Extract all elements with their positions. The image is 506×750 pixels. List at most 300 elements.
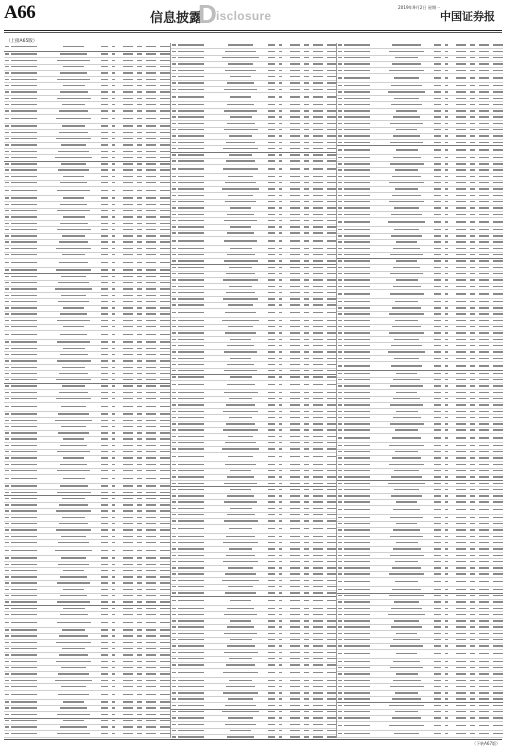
text-placeholder	[123, 163, 133, 164]
table-cell	[278, 528, 285, 531]
table-cell	[489, 69, 503, 72]
table-cell	[118, 635, 133, 638]
table-cell	[11, 354, 47, 357]
text-placeholder	[290, 96, 300, 97]
table-cell	[47, 654, 101, 657]
table-cell	[156, 470, 170, 473]
table-cell	[118, 641, 133, 644]
table-cell	[214, 332, 268, 335]
text-placeholder	[172, 326, 176, 327]
table-cell	[142, 529, 156, 532]
table-cell	[171, 398, 178, 401]
table-cell	[285, 514, 300, 517]
table-cell	[100, 621, 111, 624]
table-cell	[285, 298, 300, 301]
table-cell	[171, 704, 178, 707]
table-cell	[451, 57, 466, 60]
table-cell	[4, 457, 11, 460]
table-cell	[11, 463, 47, 466]
text-placeholder	[59, 262, 89, 263]
table-cell	[142, 563, 156, 566]
text-placeholder	[268, 168, 275, 169]
table-cell	[111, 432, 118, 435]
text-placeholder	[11, 542, 37, 543]
table-cell	[11, 720, 47, 723]
text-placeholder	[313, 423, 322, 424]
text-placeholder	[57, 60, 89, 61]
table-cell	[323, 96, 337, 99]
text-placeholder	[290, 705, 300, 706]
text-placeholder	[172, 586, 176, 587]
text-placeholder	[11, 629, 37, 630]
text-placeholder	[225, 201, 256, 202]
text-placeholder	[101, 510, 108, 511]
text-placeholder	[228, 698, 253, 699]
text-placeholder	[5, 392, 9, 393]
table-cell	[100, 241, 111, 244]
table-cell	[142, 144, 156, 147]
text-placeholder	[160, 726, 169, 727]
text-placeholder	[59, 241, 88, 242]
table-cell	[118, 523, 133, 526]
table-cell	[118, 85, 133, 88]
text-placeholder	[123, 701, 133, 702]
text-placeholder	[290, 345, 300, 346]
table-cell	[309, 632, 323, 635]
table-cell	[309, 600, 323, 603]
table-cell	[156, 241, 170, 244]
table-cell	[4, 229, 11, 232]
table-cell	[214, 273, 268, 276]
table-cell	[323, 463, 337, 466]
text-placeholder	[470, 70, 475, 71]
text-placeholder	[290, 195, 300, 196]
table-cell	[171, 579, 178, 582]
text-placeholder	[11, 66, 37, 67]
text-placeholder	[224, 240, 257, 241]
table-cell	[178, 188, 214, 191]
table-cell	[133, 726, 142, 729]
table-cell	[214, 326, 268, 329]
table-cell	[285, 489, 300, 492]
table-cell	[156, 595, 170, 598]
text-placeholder	[172, 116, 176, 117]
text-placeholder	[313, 698, 322, 699]
text-placeholder	[137, 157, 142, 158]
table-cell	[267, 76, 278, 79]
table-cell	[156, 385, 170, 388]
table-cell	[178, 626, 214, 629]
table-cell	[214, 82, 268, 85]
table-cell	[214, 260, 268, 263]
table-cell	[4, 707, 11, 710]
text-placeholder	[392, 44, 421, 45]
text-placeholder	[229, 135, 252, 136]
text-placeholder	[313, 711, 322, 712]
text-placeholder	[123, 341, 133, 342]
text-placeholder	[5, 680, 9, 681]
text-placeholder	[389, 51, 424, 52]
text-placeholder	[137, 138, 142, 139]
text-placeholder	[304, 692, 309, 693]
text-placeholder	[5, 661, 9, 662]
table-cell	[323, 129, 337, 132]
text-placeholder	[279, 364, 282, 365]
text-placeholder	[5, 326, 9, 327]
table-cell	[285, 292, 300, 295]
text-placeholder	[60, 72, 87, 73]
table-cell	[133, 660, 142, 663]
table-cell	[278, 141, 285, 144]
text-placeholder	[268, 476, 275, 477]
text-placeholder	[172, 542, 176, 543]
table-cell	[156, 210, 170, 213]
table-cell	[142, 46, 156, 49]
text-placeholder	[5, 438, 9, 439]
text-placeholder	[5, 301, 9, 302]
table-cell	[178, 207, 214, 210]
text-placeholder	[11, 608, 37, 609]
text-placeholder	[137, 307, 142, 308]
text-placeholder	[290, 495, 300, 496]
table-cell	[47, 498, 101, 501]
table-cell	[278, 57, 285, 60]
text-placeholder	[172, 57, 176, 58]
table-cell	[156, 235, 170, 238]
table-cell	[111, 720, 118, 723]
text-placeholder	[146, 576, 155, 577]
text-placeholder	[389, 70, 425, 71]
table-cell	[300, 76, 309, 79]
table-cell	[133, 701, 142, 704]
text-placeholder	[172, 724, 176, 725]
text-placeholder	[172, 592, 176, 593]
table-cell	[156, 294, 170, 297]
table-cell	[111, 254, 118, 257]
text-placeholder	[268, 123, 275, 124]
table-cell	[47, 85, 101, 88]
text-placeholder	[101, 457, 108, 458]
text-placeholder	[178, 176, 204, 177]
table-cell	[300, 482, 309, 485]
text-placeholder	[101, 197, 108, 198]
text-placeholder	[313, 116, 322, 117]
table-cell	[100, 498, 111, 501]
text-placeholder	[227, 495, 254, 496]
table-cell	[214, 600, 268, 603]
text-placeholder	[146, 385, 155, 386]
text-placeholder	[226, 536, 255, 537]
text-placeholder	[101, 445, 108, 446]
text-placeholder	[230, 620, 251, 621]
table-cell	[171, 148, 178, 151]
table-cell	[214, 135, 268, 138]
table-cell	[323, 312, 337, 315]
table-cell	[285, 398, 300, 401]
text-placeholder	[223, 429, 259, 430]
table-cell	[323, 260, 337, 263]
table-cell	[475, 77, 489, 80]
table-cell	[278, 723, 285, 726]
table-cell	[133, 307, 142, 310]
table-cell	[278, 168, 285, 171]
table-cell	[111, 405, 118, 408]
text-placeholder	[101, 204, 108, 205]
text-placeholder	[224, 392, 258, 393]
table-cell	[156, 660, 170, 663]
text-placeholder	[146, 733, 155, 734]
text-placeholder	[178, 168, 204, 169]
text-placeholder	[225, 312, 256, 313]
table-cell	[133, 470, 142, 473]
text-placeholder	[279, 626, 282, 627]
table-cell	[171, 160, 178, 163]
table-cell	[214, 614, 268, 617]
text-placeholder	[279, 351, 282, 352]
table-cell	[47, 391, 101, 394]
text-placeholder	[172, 176, 176, 177]
table-cell	[100, 131, 111, 134]
text-placeholder	[160, 438, 169, 439]
text-placeholder	[290, 586, 300, 587]
text-placeholder	[11, 110, 37, 111]
table-cell	[380, 69, 434, 72]
text-placeholder	[268, 483, 275, 484]
table-cell	[323, 704, 337, 707]
text-placeholder	[304, 626, 309, 627]
text-placeholder	[290, 279, 300, 280]
table-cell	[300, 116, 309, 119]
text-placeholder	[268, 528, 275, 529]
text-placeholder	[268, 508, 275, 509]
text-placeholder	[279, 370, 282, 371]
text-placeholder	[178, 332, 204, 333]
text-placeholder	[160, 151, 169, 152]
text-placeholder	[101, 334, 108, 335]
table-cell	[278, 326, 285, 329]
table-cell	[100, 557, 111, 560]
text-placeholder	[123, 360, 133, 361]
text-placeholder	[178, 501, 204, 502]
text-placeholder	[146, 104, 155, 105]
text-placeholder	[146, 151, 155, 152]
table-cell	[133, 648, 142, 651]
table-cell	[171, 104, 178, 107]
table-cell	[47, 629, 101, 632]
text-placeholder	[63, 46, 83, 47]
text-placeholder	[101, 320, 108, 321]
text-placeholder	[5, 204, 9, 205]
text-placeholder	[268, 326, 275, 327]
table-cell	[133, 576, 142, 579]
text-placeholder	[112, 276, 115, 277]
text-placeholder	[229, 417, 253, 418]
text-placeholder	[137, 608, 142, 609]
table-cell	[214, 207, 268, 210]
table-cell	[11, 373, 47, 376]
table-cell	[142, 588, 156, 591]
text-placeholder	[178, 608, 204, 609]
text-placeholder	[55, 288, 92, 289]
table-cell	[142, 601, 156, 604]
table-cell	[337, 85, 344, 88]
section-title-cn: 信息披露	[150, 11, 203, 26]
table-cell	[214, 717, 268, 720]
table-cell	[344, 44, 380, 47]
table-cell	[111, 91, 118, 94]
table-cell	[214, 579, 268, 582]
text-placeholder	[290, 489, 300, 490]
table-cell	[133, 679, 142, 682]
text-placeholder	[11, 197, 37, 198]
text-placeholder	[56, 118, 91, 119]
issue-date: 2019年9月2日 星期一	[398, 5, 441, 10]
text-placeholder	[160, 432, 169, 433]
table-cell	[133, 110, 142, 113]
text-placeholder	[279, 470, 282, 471]
text-placeholder	[112, 235, 115, 236]
text-placeholder	[222, 188, 259, 189]
table-cell	[178, 614, 214, 617]
table-cell	[267, 535, 278, 538]
text-placeholder	[62, 125, 86, 126]
table-cell	[11, 510, 47, 513]
text-placeholder	[268, 82, 275, 83]
text-placeholder	[178, 304, 204, 305]
text-placeholder	[313, 89, 322, 90]
table-cell	[142, 373, 156, 376]
table-cell	[11, 175, 47, 178]
table-cell	[142, 366, 156, 369]
table-cell	[156, 197, 170, 200]
table-cell	[118, 614, 133, 617]
text-placeholder	[290, 404, 300, 405]
text-placeholder	[304, 104, 309, 105]
table-cell	[278, 376, 285, 379]
table-cell	[171, 266, 178, 269]
table-cell	[285, 50, 300, 53]
table-cell	[142, 463, 156, 466]
text-placeholder	[178, 548, 204, 549]
text-placeholder	[63, 176, 83, 177]
table-cell	[100, 247, 111, 250]
text-placeholder	[172, 672, 176, 673]
text-placeholder	[123, 125, 133, 126]
text-placeholder	[123, 60, 133, 61]
table-cell	[11, 621, 47, 624]
text-placeholder	[178, 254, 204, 255]
table-cell	[214, 104, 268, 107]
table-cell	[11, 549, 47, 552]
table-cell	[118, 46, 133, 49]
table-cell	[133, 451, 142, 454]
text-placeholder	[290, 376, 300, 377]
text-placeholder	[146, 694, 155, 695]
table-cell	[156, 169, 170, 172]
table-cell	[100, 197, 111, 200]
text-placeholder	[279, 548, 282, 549]
text-placeholder	[290, 384, 300, 385]
text-placeholder	[178, 404, 204, 405]
table-cell	[118, 707, 133, 710]
text-placeholder	[123, 269, 133, 270]
text-placeholder	[137, 104, 142, 105]
text-placeholder	[313, 489, 322, 490]
page-header	[0, 0, 506, 30]
text-placeholder	[493, 63, 502, 64]
text-placeholder	[172, 51, 176, 52]
header-rule	[4, 30, 502, 31]
text-placeholder	[279, 182, 282, 183]
text-placeholder	[470, 51, 475, 52]
table-cell	[267, 573, 278, 576]
table-cell	[133, 235, 142, 238]
text-placeholder	[172, 620, 176, 621]
text-placeholder	[172, 339, 176, 340]
table-cell	[323, 182, 337, 185]
text-placeholder	[11, 326, 37, 327]
table-cell	[300, 711, 309, 714]
text-placeholder	[101, 582, 108, 583]
text-placeholder	[313, 392, 322, 393]
text-placeholder	[313, 555, 322, 556]
text-placeholder	[112, 478, 115, 479]
table-cell	[111, 621, 118, 624]
table-cell	[11, 385, 47, 388]
text-placeholder	[392, 63, 422, 64]
text-placeholder	[456, 44, 466, 45]
table-cell	[47, 477, 101, 480]
table-cell	[214, 63, 268, 66]
text-placeholder	[59, 392, 89, 393]
table-cell	[133, 91, 142, 94]
text-placeholder	[146, 254, 155, 255]
text-placeholder	[5, 576, 9, 577]
table-cell	[111, 582, 118, 585]
table-cell	[156, 282, 170, 285]
table-cell	[300, 514, 309, 517]
text-placeholder	[11, 190, 37, 191]
table-cell	[178, 592, 214, 595]
table-cell	[267, 692, 278, 695]
text-placeholder	[101, 110, 108, 111]
text-placeholder	[146, 53, 155, 54]
text-placeholder	[313, 501, 322, 502]
table-cell	[267, 686, 278, 689]
table-cell	[309, 384, 323, 387]
text-placeholder	[279, 730, 282, 731]
table-cell	[100, 46, 111, 49]
table-cell	[171, 651, 178, 654]
text-placeholder	[313, 686, 322, 687]
text-placeholder	[268, 142, 275, 143]
text-placeholder	[268, 686, 275, 687]
text-placeholder	[112, 110, 115, 111]
table-cell	[323, 658, 337, 661]
table-cell	[47, 97, 101, 100]
text-placeholder	[313, 273, 322, 274]
text-placeholder	[160, 235, 169, 236]
table-cell	[171, 607, 178, 610]
table-cell	[142, 91, 156, 94]
text-placeholder	[279, 51, 282, 52]
table-cell	[133, 463, 142, 466]
table-cell	[111, 707, 118, 710]
table-cell	[178, 410, 214, 413]
table-cell	[47, 163, 101, 166]
text-placeholder	[123, 367, 133, 368]
text-placeholder	[137, 680, 142, 681]
